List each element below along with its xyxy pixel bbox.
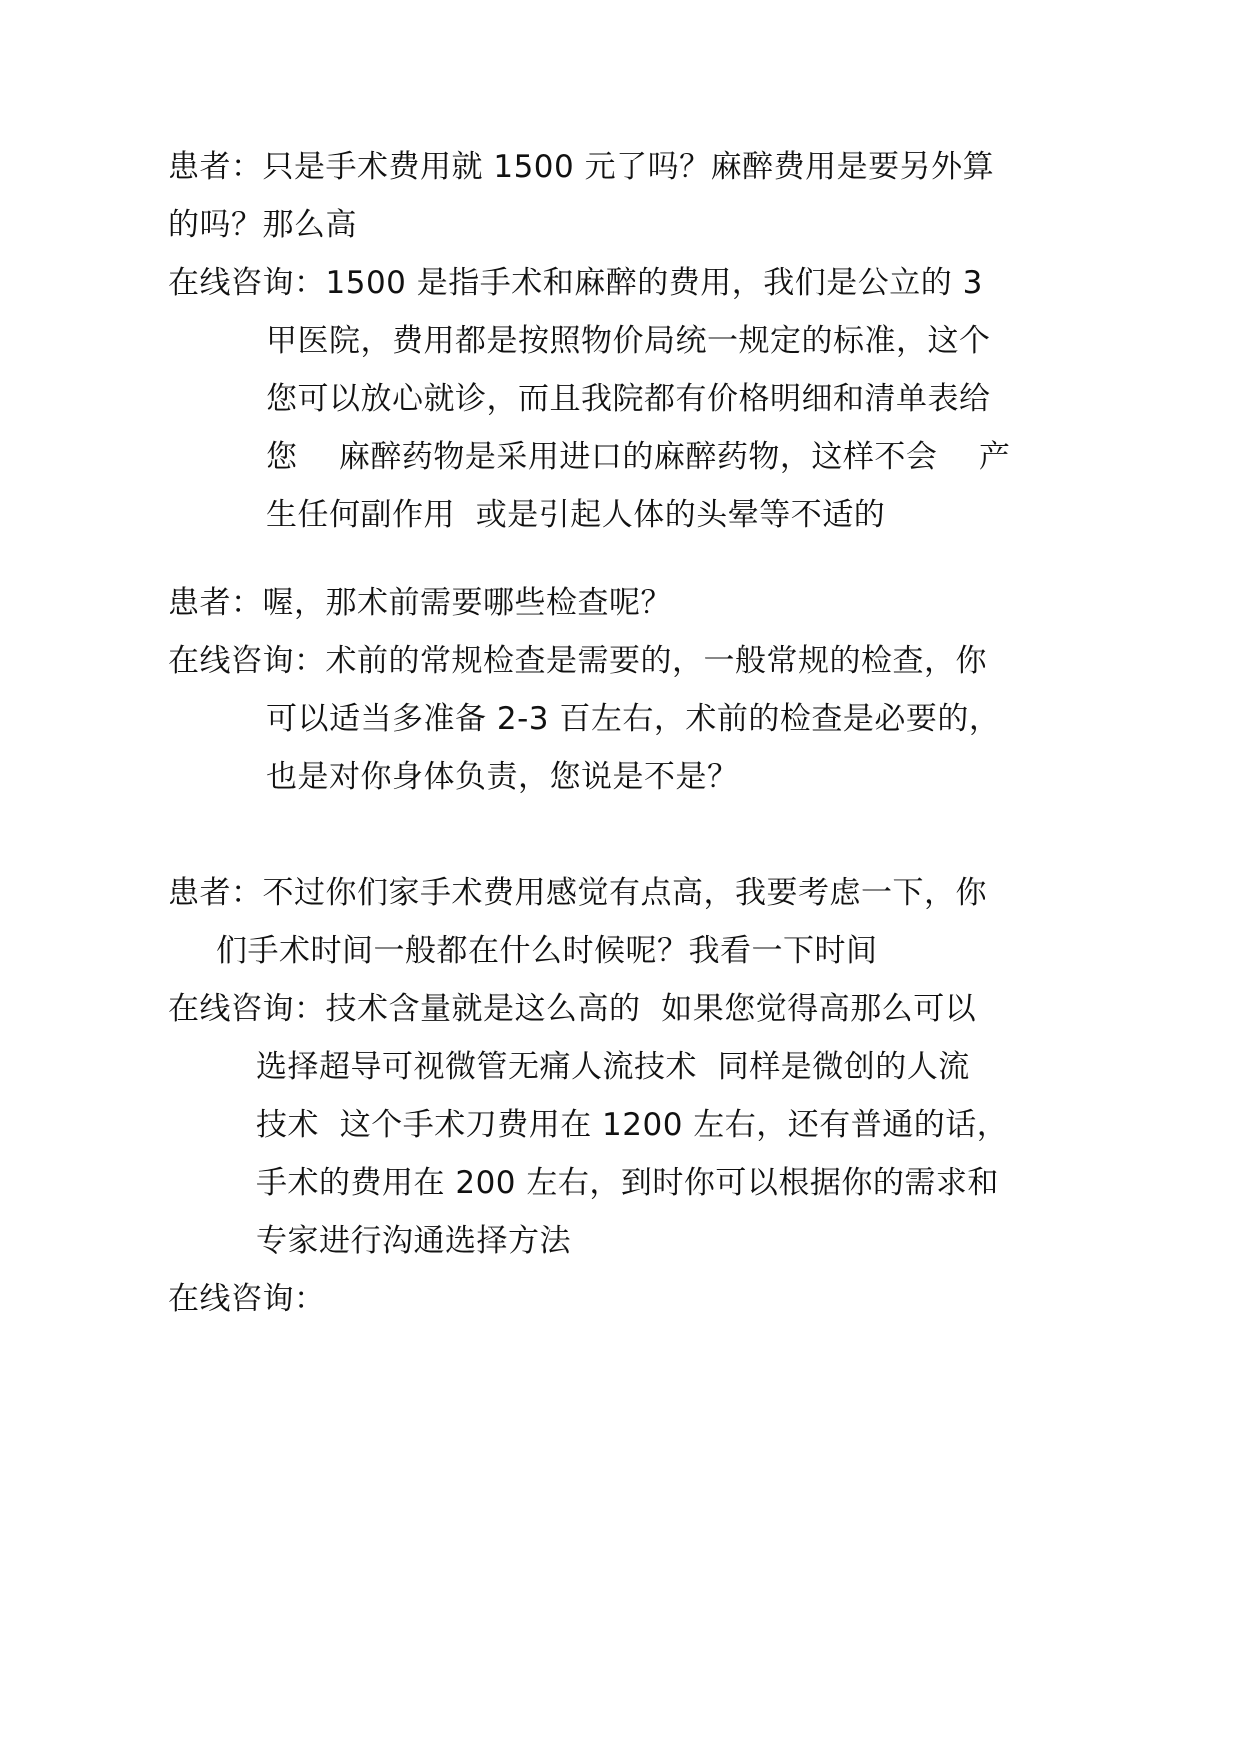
dialogue-line: 专家进行沟通选择方法: [256, 1223, 571, 1259]
dialogue-line: 患者：只是手术费用就 1500 元了吗？麻醉费用是要另外算: [168, 149, 995, 185]
dialogue-line: 患者：不过你们家手术费用感觉有点高，我要考虑一下，你: [168, 875, 987, 911]
dialogue-line: 技术 这个手术刀费用在 1200 左右，还有普通的话，: [256, 1107, 1009, 1143]
dialogue-line: 甲医院，费用都是按照物价局统一规定的标准，这个: [266, 323, 991, 359]
dialogue-line: 您 麻醉药物是采用进口的麻醉药物，这样不会 产: [266, 439, 1011, 475]
dialogue-line: 在线咨询：技术含量就是这么高的 如果您觉得高那么可以: [168, 991, 977, 1027]
dialogue-line: 生任何副作用 或是引起人体的头晕等不适的: [266, 497, 886, 533]
dialogue-line: 在线咨询：术前的常规检查是需要的，一般常规的检查，你: [168, 643, 987, 679]
dialogue-line: 可以适当多准备 2-3 百左右，术前的检查是必要的，: [266, 701, 1001, 737]
dialogue-line: 患者：喔，那术前需要哪些检查呢？: [168, 585, 672, 621]
dialogue-line: 在线咨询：: [168, 1281, 326, 1317]
dialogue-line: 选择超导可视微管无痛人流技术 同样是微创的人流: [256, 1049, 970, 1085]
dialogue-line: 在线咨询：1500 是指手术和麻醉的费用，我们是公立的 3: [168, 265, 983, 301]
dialogue-line: 们手术时间一般都在什么时候呢？我看一下时间: [216, 933, 878, 969]
dialogue-line: 您可以放心就诊，而且我院都有价格明细和清单表给: [266, 381, 991, 417]
dialogue-line: 也是对你身体负责，您说是不是？: [266, 759, 739, 795]
dialogue-line: 手术的费用在 200 左右，到时你可以根据你的需求和: [256, 1165, 999, 1201]
dialogue-line: 的吗？那么高: [168, 207, 357, 243]
